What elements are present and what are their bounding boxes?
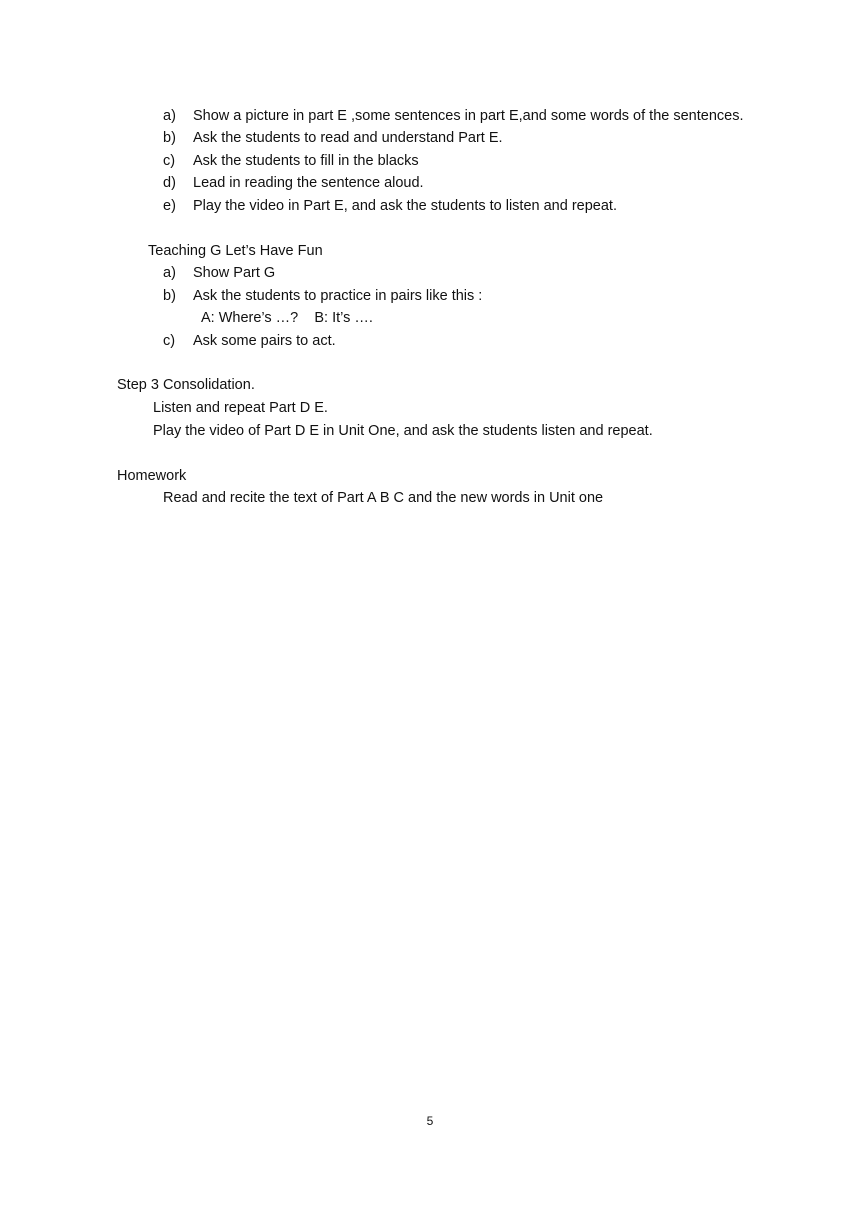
list-item: Lead in reading the sentence aloud. <box>193 175 424 191</box>
list-marker: c) <box>163 153 176 169</box>
list-item: Ask the students to fill in the blacks <box>193 153 419 169</box>
list-item: Show a picture in part E ,some sentences in part E,and some words of the sentences. <box>193 108 744 124</box>
section-heading: Step 3 Consolidation. <box>117 377 255 393</box>
list-marker: c) <box>163 333 176 349</box>
list-marker: d) <box>163 175 176 191</box>
list-marker: b) <box>163 288 176 304</box>
page-number: 5 <box>426 1114 434 1128</box>
section-heading: Teaching G Let’s Have Fun <box>148 243 323 259</box>
paragraph-line: Play the video of Part D E in Unit One, and ask the students listen and repeat. <box>153 423 653 439</box>
paragraph-line: Read and recite the text of Part A B C and the new words in Unit one <box>163 490 604 506</box>
list-marker: a) <box>163 265 176 281</box>
list-marker: a) <box>163 108 176 124</box>
list-marker: b) <box>163 130 176 146</box>
list-item: Ask some pairs to act. <box>193 333 336 349</box>
list-item: Play the video in Part E, and ask the students to listen and repeat. <box>193 198 617 214</box>
section-heading: Homework <box>117 468 187 484</box>
dialogue-example: A: Where’s …? B: It’s …. <box>201 310 373 326</box>
list-item: Show Part G <box>193 265 276 281</box>
paragraph-line: Listen and repeat Part D E. <box>153 400 328 416</box>
list-item: Ask the students to practice in pairs like this : <box>193 288 483 304</box>
list-marker: e) <box>163 198 176 214</box>
list-item: Ask the students to read and understand Part E. <box>193 130 503 146</box>
